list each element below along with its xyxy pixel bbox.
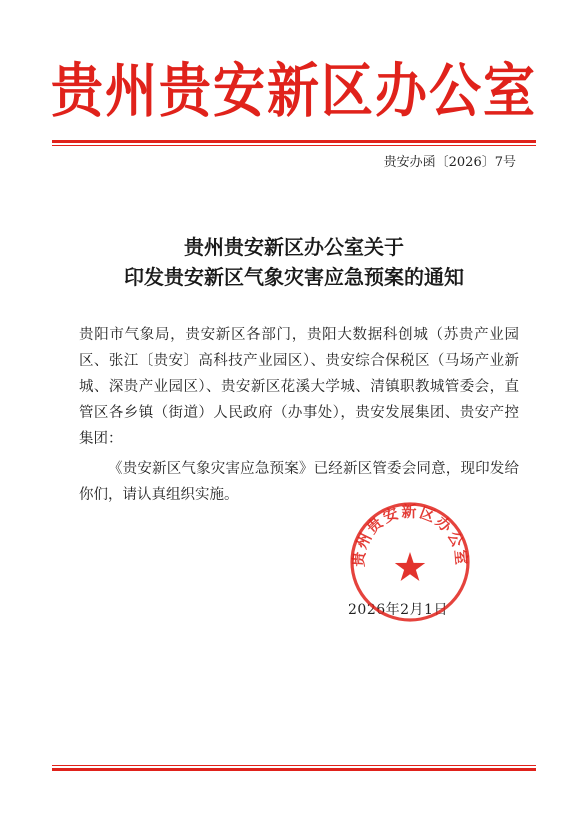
body-text <box>79 322 519 508</box>
star-icon <box>395 552 425 581</box>
doc-title <box>0 232 588 292</box>
header-rule-thin <box>52 145 536 146</box>
seal-text: 贵州贵安新区办公室 <box>349 502 471 568</box>
doc-title-line-2: 印发贵安新区气象灾害应急预案的通知 <box>124 265 464 289</box>
doc-title-line-1: 贵州贵安新区办公室关于 <box>184 235 404 259</box>
footer-rule-thick <box>52 768 536 771</box>
seal-graphic <box>348 500 472 624</box>
footer-rule-thin <box>52 765 536 766</box>
org-title: 贵州贵安新区办公室 <box>50 57 537 126</box>
recipients-paragraph: 贵阳市气象局，贵安新区各部门，贵阳大数据科创城（苏贵产业园区、张江〔贵安〕高科技产业园区）、贵安综合保税区（马场产业新城、深贵产业园区）、贵安新区花溪大学城、清镇职教城管委会，直管区各乡镇（街道）人民政府（办事处），贵安发展集团、贵安产控集团： <box>79 327 519 447</box>
header-rule-thick <box>52 140 536 143</box>
content-paragraph: 《贵安新区气象灾害应急预案》已经新区管委会同意，现印发给你们，请认真组织实施。 <box>79 461 519 503</box>
issue-date: 2026年2月1日 <box>348 602 448 618</box>
doc-number: 贵安办函〔2026〕7号 <box>383 155 516 170</box>
official-seal <box>348 500 472 624</box>
